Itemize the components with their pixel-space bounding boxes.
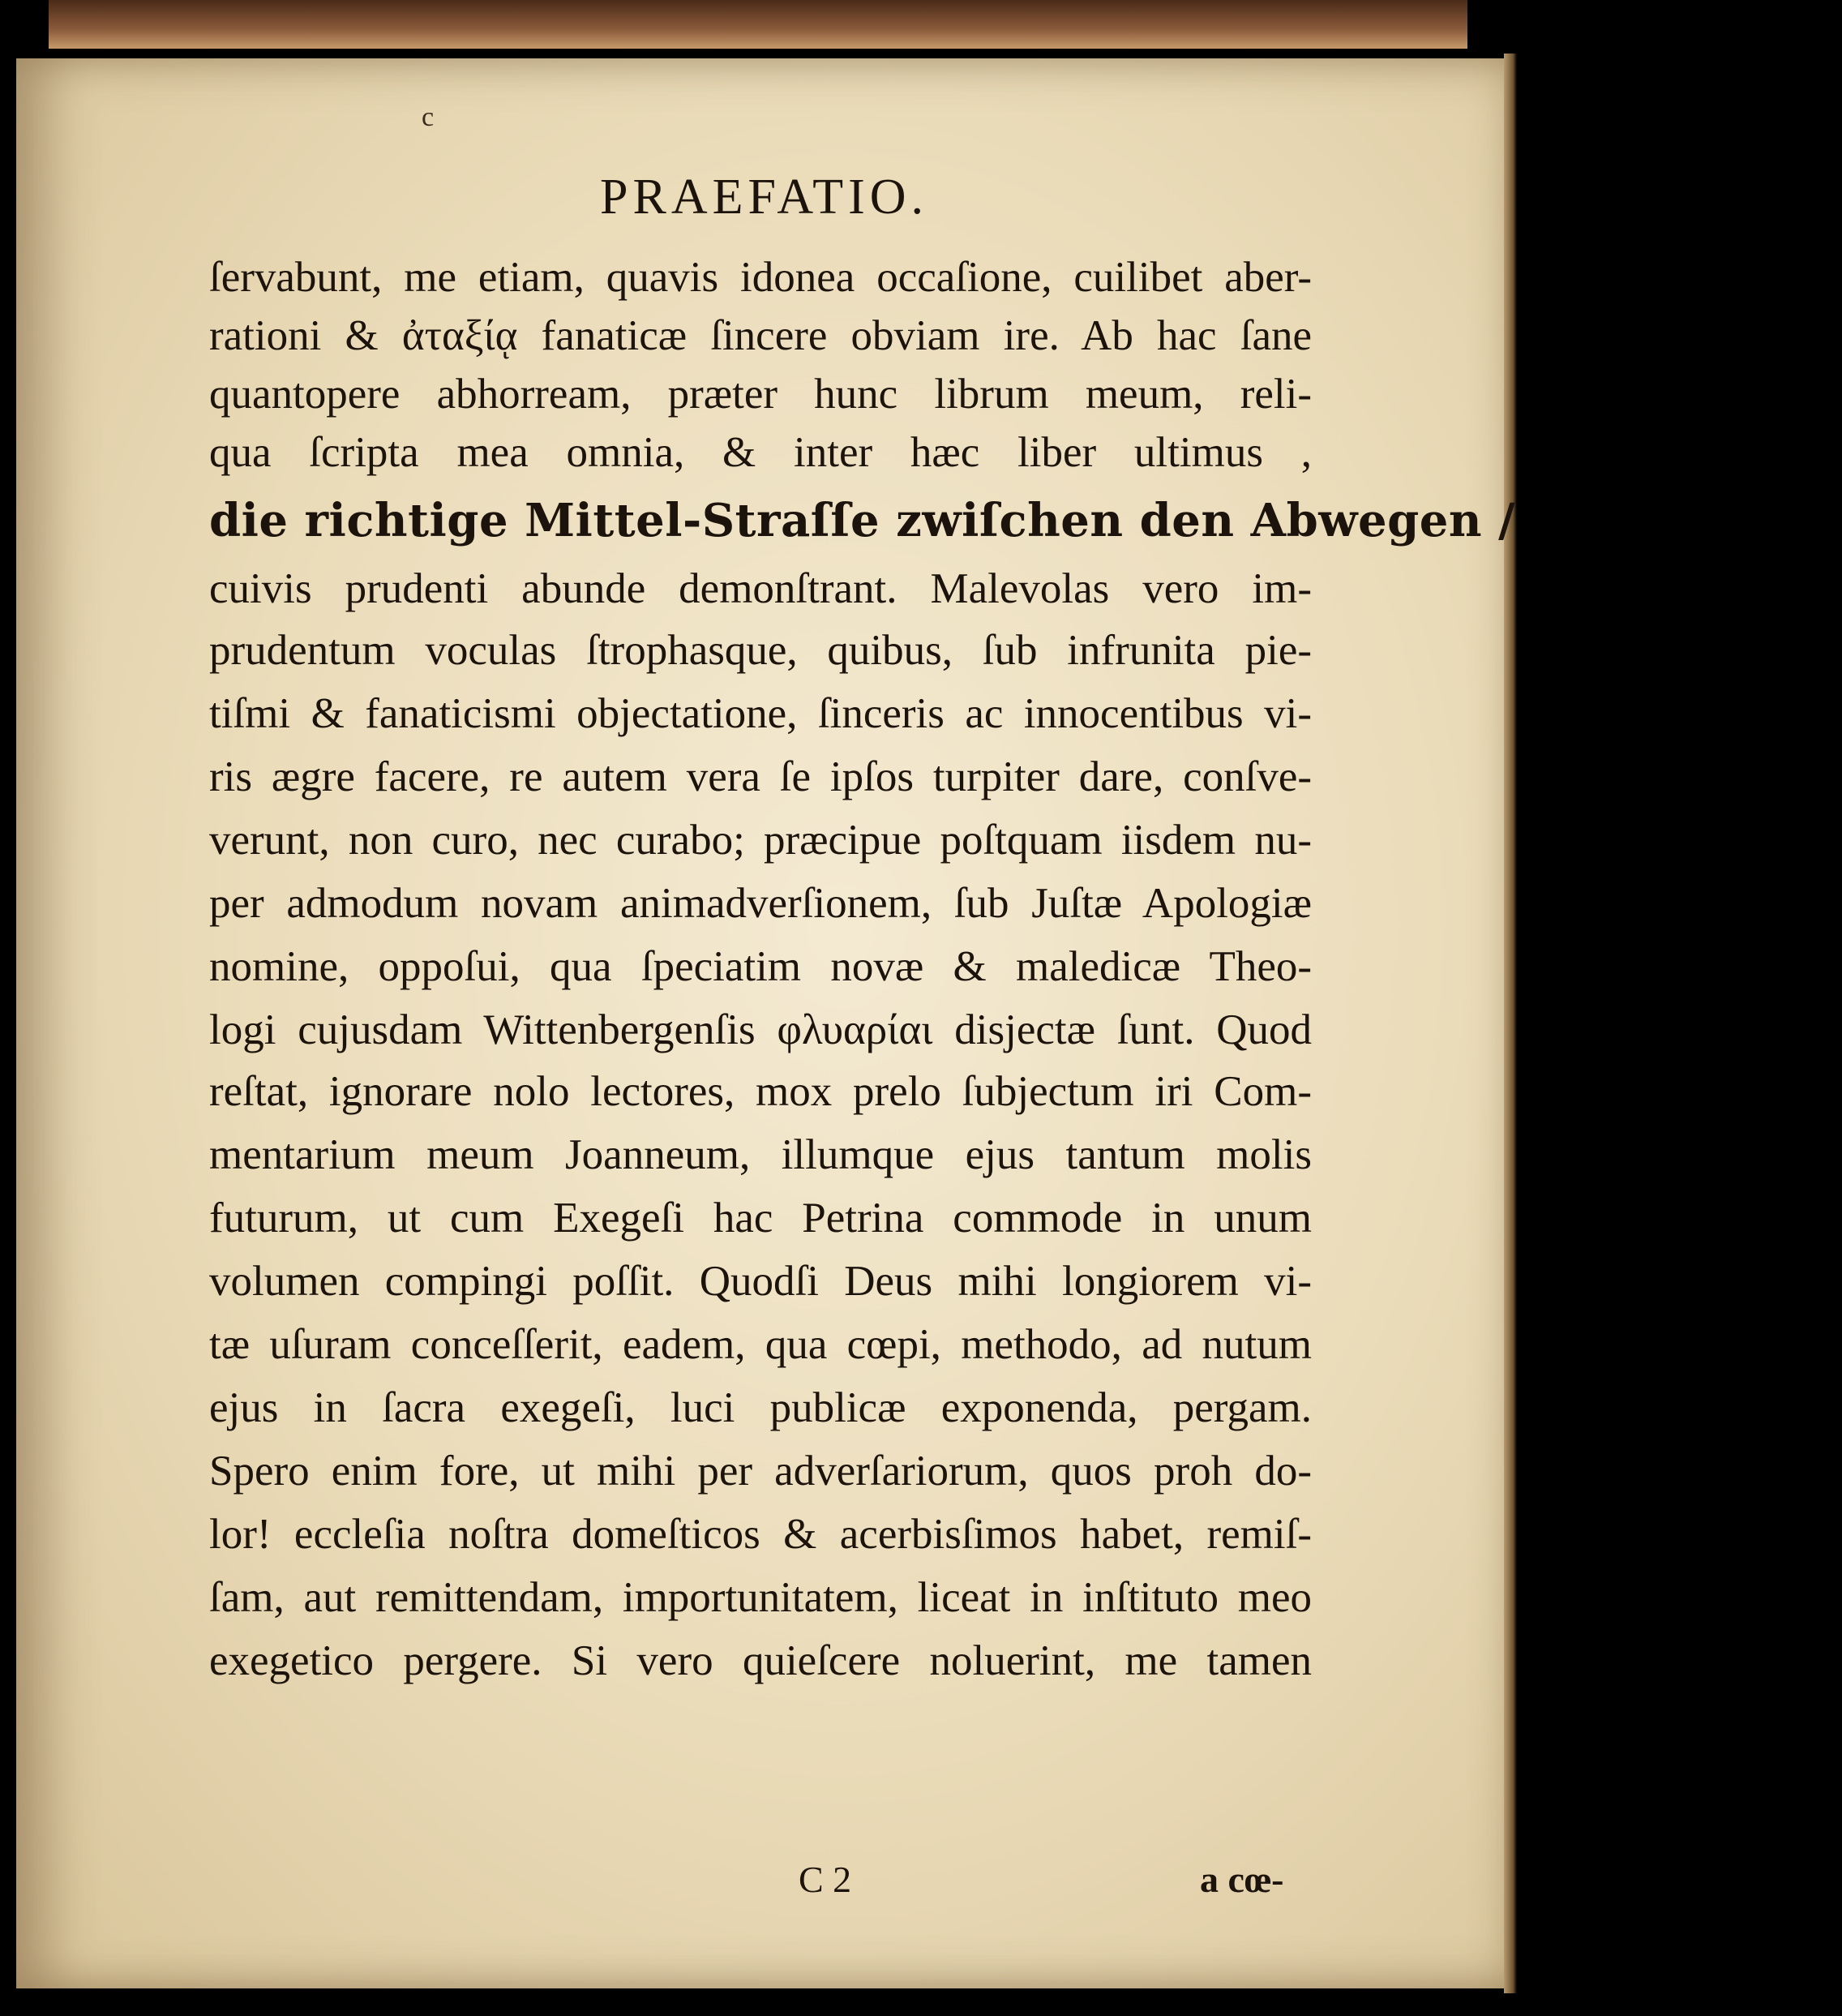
text-line: verunt, non curo, nec curabo; præcipue poſtquam iisdem nu-: [209, 817, 1312, 864]
text-line: cuivis prudenti abunde demonſtrant. Malevolas vero im-: [209, 565, 1312, 612]
text-line: per admodum novam animadverſionem, ſub Juſtæ Apologiæ: [209, 880, 1312, 927]
text-line: volumen compingi poſſit. Quodſi Deus mihi longiorem vi-: [209, 1258, 1312, 1305]
running-head: PRAEFATIO.: [600, 169, 929, 225]
text-line: nomine, oppoſui, qua ſpeciatim novæ & maledicæ Theo-: [209, 943, 1312, 990]
text-line: ris ægre facere, re autem vera ſe ipſos turpiter dare, conſve-: [209, 753, 1312, 800]
text-line: reſtat, ignorare nolo lectores, mox prelo ſubjectum iri Com-: [209, 1068, 1312, 1115]
text-line: ſervabunt, me etiam, quavis idonea occaſione, cuilibet aber-: [209, 254, 1312, 301]
text-line: tiſmi & fanaticismi objectatione, ſinceris ac innocentibus vi-: [209, 690, 1312, 737]
text-line: Spero enim fore, ut mihi per adverſariorum, quos proh do-: [209, 1448, 1312, 1495]
fraktur-title-line: die richtige Mittel-Straſſe zwiſchen den Abwegen /: [209, 494, 1516, 547]
signature-mark: C 2: [799, 1859, 852, 1900]
text-line: prudentum voculas ſtrophasque, quibus, ſub infrunita pie-: [209, 627, 1312, 674]
text-line: mentarium meum Joanneum, illumque ejus tantum molis: [209, 1131, 1312, 1178]
stray-mark: c: [422, 102, 435, 132]
text-line: qua ſcripta mea omnia, & inter hæc liber ultimus ,: [209, 429, 1312, 476]
catchword: a cœ-: [1200, 1859, 1284, 1900]
text-line: logi cujusdam Wittenbergenſis φλυαρίαι disjectæ ſunt. Quod: [209, 1006, 1312, 1053]
text-line: exegetico pergere. Si vero quieſcere noluerint, me tamen: [209, 1637, 1312, 1684]
text-line: quantopere abhorream, præter hunc librum meum, reli-: [209, 371, 1312, 418]
text-line: ejus in ſacra exegeſi, luci publicæ exponenda, pergam.: [209, 1384, 1312, 1431]
text-line: rationi & ἀταξίᾳ fanaticæ ſincere obviam ire. Ab hac ſane: [209, 312, 1312, 359]
text-line: lor! eccleſia noſtra domeſticos & acerbisſimos habet, remiſ-: [209, 1511, 1312, 1558]
text-line: ſam, aut remittendam, importunitatem, liceat in inſtituto meo: [209, 1574, 1312, 1621]
text-line: tæ uſuram conceſſerit, eadem, qua cœpi, methodo, ad nutum: [209, 1321, 1312, 1368]
text-line: futurum, ut cum Exegeſi hac Petrina commode in unum: [209, 1195, 1312, 1242]
